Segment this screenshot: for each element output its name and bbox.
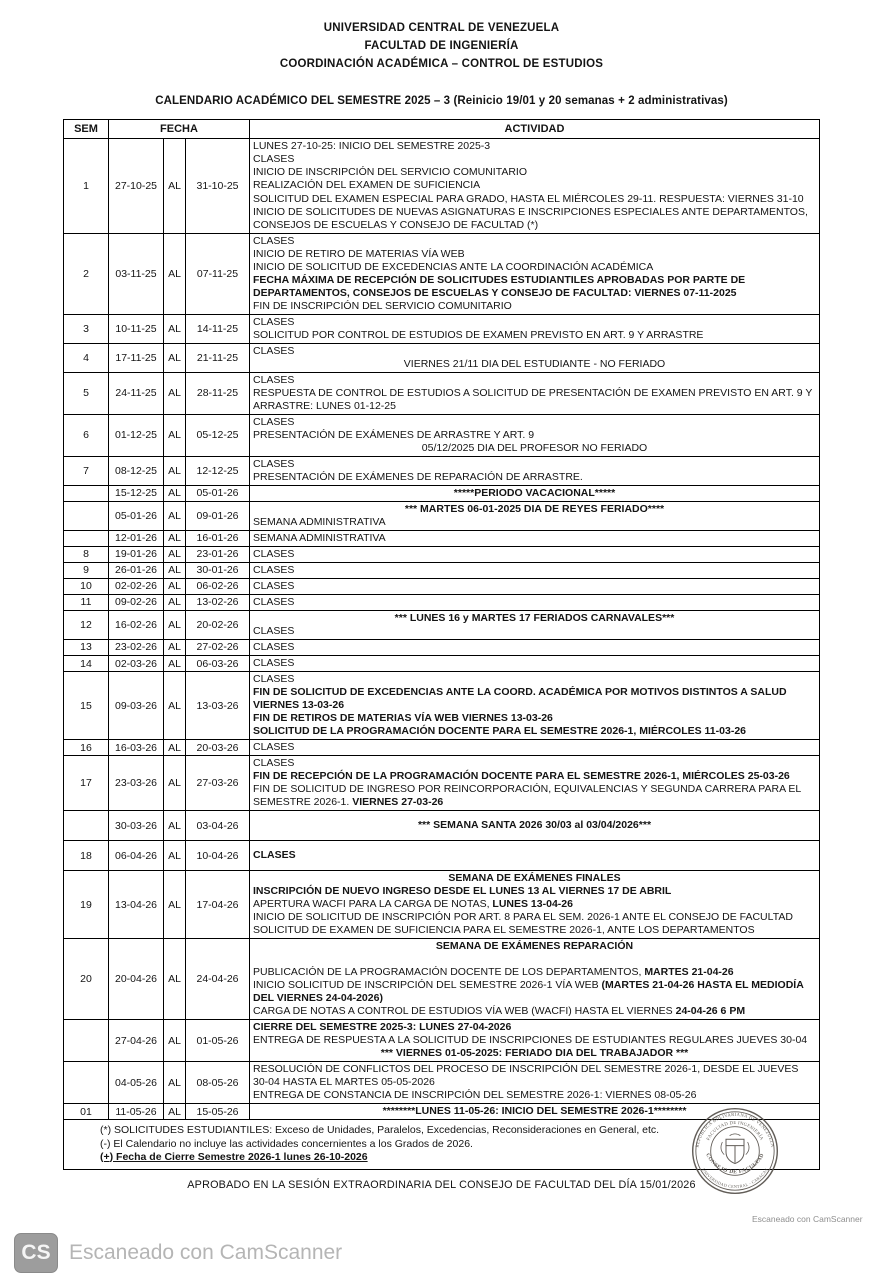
activity-line: FECHA MÁXIMA DE RECEPCIÓN DE SOLICITUDES ESTUDIANTILES APROBADAS POR PARTE DE DEPARTAMENTOS, CONSEJOS DE ESCUELAS Y CONSEJO DE FACULTAD: VIERNES 07-11-2025 <box>253 273 746 299</box>
activity-line: SEMANA ADMINISTRATIVA <box>253 515 386 528</box>
activity-cell <box>250 939 820 1020</box>
sem-cell: 18 <box>64 841 109 871</box>
activity-line: CLASES <box>253 547 295 560</box>
table-row <box>64 871 820 939</box>
activity-text-segment: APERTURA WACFI PARA LA CARGA DE NOTAS, <box>253 898 493 911</box>
date-from-cell: 15-12-25 <box>109 485 164 501</box>
activity-line: ENTREGA DE CONSTANCIA DE INSCRIPCIÓN DEL SEMESTRE 2026-1: VIERNES 08-05-26 <box>253 1089 697 1102</box>
activity-line: CLASES <box>253 153 295 166</box>
sem-cell: 11 <box>64 594 109 610</box>
date-from-cell: 16-02-26 <box>109 610 164 639</box>
date-to-cell: 27-02-26 <box>186 639 250 655</box>
date-from-cell: 19-01-26 <box>109 546 164 562</box>
activity-line: VIERNES 21/11 DIA DEL ESTUDIANTE - NO FERIADO <box>403 357 666 370</box>
activity-line: INICIO DE SOLICITUDES DE NUEVAS ASIGNATURAS E INSCRIPCIONES ESPECIALES ANTE DEPARTAMENTOS, CONSEJOS DE ESCUELAS Y CONSEJO DE FACULTAD (*) <box>253 205 808 231</box>
date-to-cell: 09-01-26 <box>186 501 250 530</box>
sem-cell: 19 <box>64 871 109 939</box>
sem-cell: 3 <box>64 314 109 343</box>
activity-text-segment: MARTES 21-04-26 <box>644 966 734 979</box>
activity-line: PRESENTACIÓN DE EXÁMENES DE ARRASTRE Y ART. 9 <box>253 428 535 441</box>
svg-text:REPÚBLICA BOLIVARIANA DE VENEZ <box>694 1112 775 1148</box>
coat-of-arms-icon <box>721 1134 749 1164</box>
date-from-cell: 11-05-26 <box>109 1104 164 1120</box>
al-cell: AL <box>164 372 186 414</box>
activity-line: CLASES <box>253 741 295 754</box>
activity-line: FIN DE INSCRIPCIÓN DEL SERVICIO COMUNITARIO <box>253 299 512 312</box>
date-from-cell: 08-12-25 <box>109 456 164 485</box>
date-to-cell: 20-03-26 <box>186 740 250 756</box>
sem-cell: 2 <box>64 233 109 314</box>
activity-line: CLASES <box>253 344 295 357</box>
activity-line: INSCRIPCIÓN DE NUEVO INGRESO DESDE EL LUNES 13 AL VIERNES 17 DE ABRIL <box>253 885 672 898</box>
activity-cell <box>250 372 820 414</box>
faculty-seal-stamp <box>690 1106 780 1196</box>
activity-cell <box>250 841 820 871</box>
sem-cell <box>64 501 109 530</box>
seal-arc-top-text: FACULTAD DE INGENIERÍA <box>706 1120 764 1142</box>
date-to-cell: 21-11-25 <box>186 343 250 372</box>
al-cell: AL <box>164 1062 186 1104</box>
date-from-cell: 09-02-26 <box>109 594 164 610</box>
date-from-cell: 01-12-25 <box>109 414 164 456</box>
activity-line: SEMANA DE EXÁMENES FINALES <box>448 872 621 885</box>
activity-cell <box>250 639 820 655</box>
al-cell: AL <box>164 594 186 610</box>
table-row <box>64 939 820 1020</box>
sem-cell: 20 <box>64 939 109 1020</box>
coordination-name: COORDINACIÓN ACADÉMICA – CONTROL DE ESTUDIOS <box>279 57 604 70</box>
table-row <box>64 656 820 672</box>
seal-ring-top-text: REPÚBLICA BOLIVARIANA DE VENEZUELA <box>694 1111 776 1148</box>
date-to-cell: 01-05-26 <box>186 1020 250 1062</box>
activity-line: SOLICITUD POR CONTROL DE ESTUDIOS DE EXAMEN PREVISTO EN ART. 9 Y ARRASTRE <box>253 328 704 341</box>
date-from-cell: 03-11-25 <box>109 233 164 314</box>
activity-line <box>253 898 816 911</box>
activity-line: PRESENTACIÓN DE EXÁMENES DE REPARACIÓN DE ARRASTRE. <box>253 470 583 483</box>
activity-line: 05/12/2025 DIA DEL PROFESOR NO FERIADO <box>421 441 648 454</box>
activity-line: REALIZACIÓN DEL EXAMEN DE SUFICIENCIA <box>253 179 481 192</box>
activity-line: FIN DE RETIROS DE MATERIAS VÍA WEB VIERNES 13-03-26 <box>253 712 553 725</box>
date-from-cell: 02-02-26 <box>109 578 164 594</box>
footnote-line: (*) SOLICITUDES ESTUDIANTILES: Exceso de Unidades, Paralelos, Excedencias, Reconsideraciones en General, etc. <box>100 1124 660 1137</box>
sem-cell <box>64 1020 109 1062</box>
activity-line: ENTREGA DE RESPUESTA A LA SOLICITUD DE INSCRIPCIONES DE ESTUDIANTES REGULARES JUEVES 30-04 <box>253 1034 808 1047</box>
svg-text:FACULTAD DE INGENIERÍA <box>706 1121 764 1142</box>
activity-cell <box>250 414 820 456</box>
date-to-cell: 16-01-26 <box>186 530 250 546</box>
activity-line <box>253 979 816 1005</box>
activity-line: FIN DE SOLICITUD DE EXCEDENCIAS ANTE LA COORD. ACADÉMICA POR MOTIVOS DISTINTOS A SALUD <box>253 686 787 699</box>
date-to-cell: 06-02-26 <box>186 578 250 594</box>
activity-cell <box>250 594 820 610</box>
activity-line: CIERRE DEL SEMESTRE 2025-3: LUNES 27-04-2026 <box>253 1021 512 1034</box>
date-to-cell: 17-04-26 <box>186 871 250 939</box>
activity-line: INICIO DE INSCRIPCIÓN DEL SERVICIO COMUNITARIO <box>253 166 528 179</box>
date-to-cell: 03-04-26 <box>186 811 250 841</box>
date-to-cell: 13-03-26 <box>186 672 250 740</box>
activity-line: SEMANA ADMINISTRATIVA <box>253 531 386 544</box>
date-from-cell: 10-11-25 <box>109 314 164 343</box>
activity-line <box>253 1005 816 1018</box>
activity-text-segment: LUNES 13-04-26 <box>492 898 573 911</box>
activity-cell <box>250 139 820 233</box>
activity-line: *****PERIODO VACACIONAL***** <box>453 486 616 499</box>
activity-line <box>253 783 816 809</box>
activity-text-segment: CARGA DE NOTAS A CONTROL DE ESTUDIOS VÍA WEB (WACFI) HASTA EL VIERNES <box>253 1005 676 1018</box>
activity-line: CLASES <box>253 673 295 686</box>
scanned-document <box>63 20 820 1191</box>
activity-cell <box>250 546 820 562</box>
activity-line: CLASES <box>253 640 295 653</box>
activity-line: CLASES <box>253 234 295 247</box>
camscanner-logo-icon: CS <box>14 1233 58 1273</box>
activity-line: INICIO DE RETIRO DE MATERIAS VÍA WEB <box>253 247 465 260</box>
sem-cell: 5 <box>64 372 109 414</box>
sem-cell: 10 <box>64 578 109 594</box>
table-header-row <box>64 120 820 139</box>
date-to-cell: 07-11-25 <box>186 233 250 314</box>
date-to-cell: 14-11-25 <box>186 314 250 343</box>
approval-line: APROBADO EN LA SESIÓN EXTRAORDINARIA DEL CONSEJO DE FACULTAD DEL DÍA 15/01/2026 <box>187 1178 696 1191</box>
date-from-cell: 26-01-26 <box>109 562 164 578</box>
calendar-table <box>63 119 820 1120</box>
table-row <box>64 672 820 740</box>
activity-line: CLASES <box>253 415 295 428</box>
activity-cell <box>250 756 820 811</box>
sem-cell: 13 <box>64 639 109 655</box>
al-cell: AL <box>164 343 186 372</box>
activity-line: CLASES <box>253 595 295 608</box>
activity-line: SOLICITUD DE EXAMEN DE SUFICIENCIA PARA EL SEMESTRE 2026-1, ANTE LOS DEPARTAMENTOS <box>253 924 755 937</box>
al-cell: AL <box>164 1104 186 1120</box>
activity-text-segment: VIERNES 27-03-26 <box>352 796 444 809</box>
al-cell: AL <box>164 871 186 939</box>
al-cell: AL <box>164 841 186 871</box>
date-to-cell: 05-01-26 <box>186 485 250 501</box>
date-from-cell: 05-01-26 <box>109 501 164 530</box>
activity-line: RESPUESTA DE CONTROL DE ESTUDIOS A SOLICITUD DE PRESENTACIÓN DE EXAMEN PREVISTO EN ART. 9 Y ARRASTRE: LUNES 01-12-25 <box>253 386 813 412</box>
date-from-cell: 30-03-26 <box>109 811 164 841</box>
letterhead <box>63 20 820 73</box>
table-row <box>64 639 820 655</box>
footnote-line: (-) El Calendario no incluye las actividades concernientes a los Grados de 2026. <box>100 1137 473 1150</box>
al-cell: AL <box>164 639 186 655</box>
date-to-cell: 06-03-26 <box>186 656 250 672</box>
activity-cell <box>250 530 820 546</box>
date-from-cell: 23-02-26 <box>109 639 164 655</box>
activity-line: SOLICITUD DE LA PROGRAMACIÓN DOCENTE PARA EL SEMESTRE 2026-1, MIÉRCOLES 11-03-26 <box>253 725 747 738</box>
date-from-cell: 06-04-26 <box>109 841 164 871</box>
calendar-title: CALENDARIO ACADÉMICO DEL SEMESTRE 2025 – 3 (Reinicio 19/01 y 20 semanas + 2 administrativas) <box>155 95 728 108</box>
activity-text-segment: INICIO SOLICITUD DE INSCRIPCIÓN DEL SEMESTRE 2026-1 VÍA WEB <box>253 979 602 992</box>
activity-cell <box>250 562 820 578</box>
table-row <box>64 530 820 546</box>
footnote-line: (+) Fecha de Cierre Semestre 2026-1 lunes 26-10-2026 <box>100 1150 368 1163</box>
activity-line: *** VIERNES 01-05-2025: FERIADO DIA DEL TRABAJADOR *** <box>380 1047 689 1060</box>
sem-cell: 9 <box>64 562 109 578</box>
al-cell: AL <box>164 939 186 1020</box>
al-cell: AL <box>164 756 186 811</box>
activity-cell <box>250 501 820 530</box>
sem-cell <box>64 530 109 546</box>
activity-line: CLASES <box>253 563 295 576</box>
sem-cell <box>64 485 109 501</box>
al-cell: AL <box>164 811 186 841</box>
activity-line: CLASES <box>253 457 295 470</box>
sem-cell: 15 <box>64 672 109 740</box>
activity-line: CLASES <box>253 657 295 669</box>
activity-line: INICIO DE SOLICITUD DE EXCEDENCIAS ANTE LA COORDINACIÓN ACADÉMICA <box>253 260 654 273</box>
column-header-sem: SEM <box>64 120 109 139</box>
table-row <box>64 562 820 578</box>
activity-cell <box>250 672 820 740</box>
table-row <box>64 372 820 414</box>
activity-line: ********LUNES 11-05-26: INICIO DEL SEMESTRE 2026-1******** <box>382 1105 687 1118</box>
activity-line <box>253 953 816 966</box>
table-row <box>64 343 820 372</box>
date-to-cell: 24-04-26 <box>186 939 250 1020</box>
activity-line: CLASES <box>253 315 295 328</box>
activity-cell <box>250 871 820 939</box>
al-cell: AL <box>164 740 186 756</box>
al-cell: AL <box>164 139 186 233</box>
sem-cell: 7 <box>64 456 109 485</box>
activity-line: RESOLUCIÓN DE CONFLICTOS DEL PROCESO DE INSCRIPCIÓN DEL SEMESTRE 2026-1, DESDE EL JUEVES 30-04 HASTA EL MARTES 05-05-2026 <box>253 1063 799 1089</box>
activity-line: CLASES <box>253 624 295 637</box>
activity-line: CLASES <box>253 373 295 386</box>
sem-cell: 16 <box>64 740 109 756</box>
date-to-cell: 28-11-25 <box>186 372 250 414</box>
column-header-fecha: FECHA <box>109 120 250 139</box>
activity-line: CLASES <box>253 579 295 592</box>
table-row <box>64 811 820 841</box>
date-from-cell: 20-04-26 <box>109 939 164 1020</box>
date-to-cell: 30-01-26 <box>186 562 250 578</box>
date-to-cell: 08-05-26 <box>186 1062 250 1104</box>
activity-text-segment: (MARTES 21-04-26 HASTA EL MEDIODÍA DEL VIERNES 24-04-2026) <box>253 979 804 1005</box>
al-cell: AL <box>164 672 186 740</box>
al-cell: AL <box>164 456 186 485</box>
sem-cell: 6 <box>64 414 109 456</box>
al-cell: AL <box>164 414 186 456</box>
activity-text-segment: PUBLICACIÓN DE LA PROGRAMACIÓN DOCENTE DE LOS DEPARTAMENTOS, <box>253 966 645 979</box>
seal-ring-bottom-text: UNIVERSIDAD CENTRAL - CARACAS <box>701 1167 769 1189</box>
table-row <box>64 414 820 456</box>
activity-cell <box>250 656 820 672</box>
activity-line <box>253 966 816 979</box>
date-from-cell: 17-11-25 <box>109 343 164 372</box>
activity-line: CLASES <box>253 849 296 862</box>
table-row <box>64 740 820 756</box>
activity-cell <box>250 343 820 372</box>
date-from-cell: 27-04-26 <box>109 1020 164 1062</box>
activity-line: SEMANA DE EXÁMENES REPARACIÓN <box>435 940 634 953</box>
sem-cell: 01 <box>64 1104 109 1120</box>
activity-text-segment: 24-04-26 6 PM <box>675 1005 746 1018</box>
date-from-cell: 27-10-25 <box>109 139 164 233</box>
date-to-cell: 15-05-26 <box>186 1104 250 1120</box>
camscanner-watermark <box>14 1233 342 1273</box>
date-from-cell: 13-04-26 <box>109 871 164 939</box>
faculty-name: FACULTAD DE INGENIERÍA <box>364 39 519 52</box>
date-from-cell: 12-01-26 <box>109 530 164 546</box>
al-cell: AL <box>164 233 186 314</box>
table-row <box>64 594 820 610</box>
sem-cell <box>64 811 109 841</box>
activity-line: INICIO DE SOLICITUD DE INSCRIPCIÓN POR ART. 8 PARA EL SEM. 2026-1 ANTE EL CONSEJO DE FACULTAD <box>253 911 793 924</box>
table-row <box>64 456 820 485</box>
table-row <box>64 314 820 343</box>
seal-arc-bottom-text: CONSEJO DE FACULTAD <box>704 1152 766 1176</box>
table-row <box>64 139 820 233</box>
date-to-cell: 31-10-25 <box>186 139 250 233</box>
activity-cell <box>250 485 820 501</box>
activity-line: VIERNES 13-03-26 <box>253 699 345 712</box>
table-row <box>64 233 820 314</box>
sem-cell <box>64 1062 109 1104</box>
date-from-cell: 02-03-26 <box>109 656 164 672</box>
al-cell: AL <box>164 610 186 639</box>
table-row <box>64 841 820 871</box>
activity-cell <box>250 610 820 639</box>
date-from-cell: 23-03-26 <box>109 756 164 811</box>
al-cell: AL <box>164 1020 186 1062</box>
date-from-cell: 16-03-26 <box>109 740 164 756</box>
activity-cell <box>250 1020 820 1062</box>
date-from-cell: 04-05-26 <box>109 1062 164 1104</box>
table-row <box>64 1020 820 1062</box>
calendar-table-body <box>64 139 820 1120</box>
activity-line: CLASES <box>253 757 295 770</box>
sem-cell: 17 <box>64 756 109 811</box>
activity-line: LUNES 27-10-25: INICIO DEL SEMESTRE 2025-3 <box>253 140 491 153</box>
al-cell: AL <box>164 501 186 530</box>
university-name: UNIVERSIDAD CENTRAL DE VENEZUELA <box>323 22 560 34</box>
table-row <box>64 546 820 562</box>
date-to-cell: 27-03-26 <box>186 756 250 811</box>
date-to-cell: 13-02-26 <box>186 594 250 610</box>
al-cell: AL <box>164 562 186 578</box>
column-header-actividad: ACTIVIDAD <box>250 120 820 139</box>
activity-cell <box>250 456 820 485</box>
sem-cell: 1 <box>64 139 109 233</box>
activity-cell <box>250 1062 820 1104</box>
sem-cell: 4 <box>64 343 109 372</box>
date-to-cell: 05-12-25 <box>186 414 250 456</box>
table-row <box>64 1062 820 1104</box>
sem-cell: 8 <box>64 546 109 562</box>
activity-line: *** SEMANA SANTA 2026 30/03 al 03/04/2026*** <box>417 819 652 832</box>
sem-cell: 12 <box>64 610 109 639</box>
table-row <box>64 578 820 594</box>
date-to-cell: 23-01-26 <box>186 546 250 562</box>
camscanner-small-note: Escaneado con CamScanner <box>752 1214 863 1224</box>
activity-line: SOLICITUD DEL EXAMEN ESPECIAL PARA GRADO, HASTA EL MIÉRCOLES 29-11. RESPUESTA: VIERNES 31-10 <box>253 192 804 205</box>
date-to-cell: 10-04-26 <box>186 841 250 871</box>
al-cell: AL <box>164 546 186 562</box>
date-from-cell: 09-03-26 <box>109 672 164 740</box>
table-row <box>64 485 820 501</box>
al-cell: AL <box>164 314 186 343</box>
activity-line: *** LUNES 16 y MARTES 17 FERIADOS CARNAVALES*** <box>394 611 675 624</box>
activity-cell <box>250 233 820 314</box>
activity-line: FIN DE RECEPCIÓN DE LA PROGRAMACIÓN DOCENTE PARA EL SEMESTRE 2026-1, MIÉRCOLES 25-03-26 <box>253 770 790 783</box>
table-row <box>64 756 820 811</box>
activity-cell <box>250 811 820 841</box>
table-row <box>64 501 820 530</box>
sem-cell: 14 <box>64 656 109 672</box>
activity-cell <box>250 740 820 756</box>
date-from-cell: 24-11-25 <box>109 372 164 414</box>
activity-cell <box>250 578 820 594</box>
al-cell: AL <box>164 530 186 546</box>
activity-cell <box>250 314 820 343</box>
camscanner-watermark-text: Escaneado con CamScanner <box>69 1241 343 1264</box>
al-cell: AL <box>164 485 186 501</box>
date-to-cell: 12-12-25 <box>186 456 250 485</box>
table-row <box>64 610 820 639</box>
activity-text-segment: FIN DE SOLICITUD DE INGRESO POR REINCORPORACIÓN, EQUIVALENCIAS Y SEGUNDA CARRERA PARA EL SEMESTRE 2026-1. <box>253 783 801 809</box>
activity-line: *** MARTES 06-01-2025 DIA DE REYES FERIADO**** <box>404 502 665 515</box>
al-cell: AL <box>164 578 186 594</box>
al-cell: AL <box>164 656 186 672</box>
date-to-cell: 20-02-26 <box>186 610 250 639</box>
